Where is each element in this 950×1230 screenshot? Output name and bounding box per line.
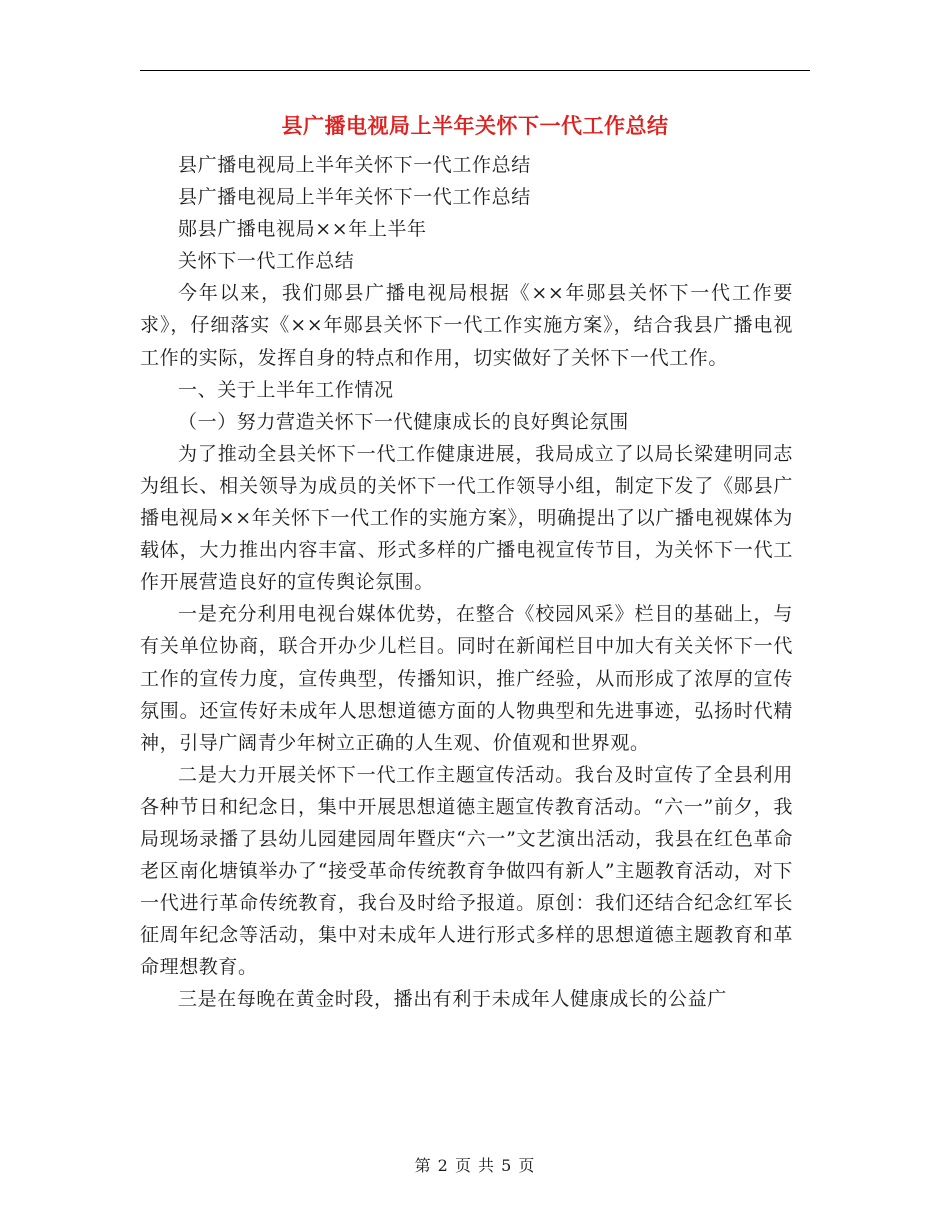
paragraph: 为了推动全县关怀下一代工作健康进展，我局成立了以局长梁建明同志为组长、相关领导为成员的关怀下一代工作领导小组，制定下发了《郧县广播电视局××年关怀下一代工作的实施方案》，明确提出了以广播电视媒体为载体，大力推出内容丰富、形式多样的广播电视宣传节目，为关怀下一代工作开展营造良好的宣传舆论氛围。: [140, 442, 793, 594]
paragraph: 二是大力开展关怀下一代工作主题宣传活动。我台及时宣传了全县利用各种节日和纪念日，集中开展思想道德主题宣传教育活动。“六一”前夕，我局现场录播了县幼儿园建园周年暨庆“六一”文艺演出活动，我县在红色革命老区南化塘镇举办了“接受革命传统教育争做四有新人”主题教育活动，对下一代进行革命传统教育，我台及时给予报道。原创：我们还结合纪念红军长征周年纪念等活动，集中对未成年人进行形式多样的思想道德主题教育和革命理想教育。: [140, 763, 793, 979]
subsection-heading: （一）努力营造关怀下一代健康成长的良好舆论氛围: [178, 410, 629, 433]
paragraph: 关怀下一代工作总结: [178, 250, 355, 273]
document-body: [140, 149, 793, 1016]
paragraph: 县广播电视局上半年关怀下一代工作总结: [178, 186, 531, 209]
paragraph: 郧县广播电视局××年上半年: [178, 218, 427, 241]
section-heading: 一、关于上半年工作情况: [178, 378, 394, 401]
document-title: 县广播电视局上半年关怀下一代工作总结: [281, 113, 669, 138]
header-rule: [140, 70, 810, 71]
paragraph: 县广播电视局上半年关怀下一代工作总结: [178, 154, 531, 176]
paragraph: 一是充分利用电视台媒体优势，在整合《校园风采》栏目的基础上，与有关单位协商，联合开办少儿栏目。同时在新闻栏目中加大有关关怀下一代工作的宣传力度，宣传典型，传播知识，推广经验，从而形成了浓厚的宣传氛围。还宣传好未成年人思想道德方面的人物典型和先进事迹，弘扬时代精神，引导广阔青少年树立正确的人生观、价值观和世界观。: [140, 603, 793, 754]
paragraph: 三是在每晚在黄金时段，播出有利于未成年人健康成长的公益广: [178, 988, 727, 1011]
page-number: 第 2 页 共 5 页: [414, 1156, 536, 1175]
paragraph: 今年以来，我们郧县广播电视局根据《××年郧县关怀下一代工作要求》，仔细落实《××年郧县关怀下一代工作实施方案》，结合我县广播电视工作的实际，发挥自身的特点和作用，切实做好了关怀下一代工作。: [140, 282, 793, 369]
